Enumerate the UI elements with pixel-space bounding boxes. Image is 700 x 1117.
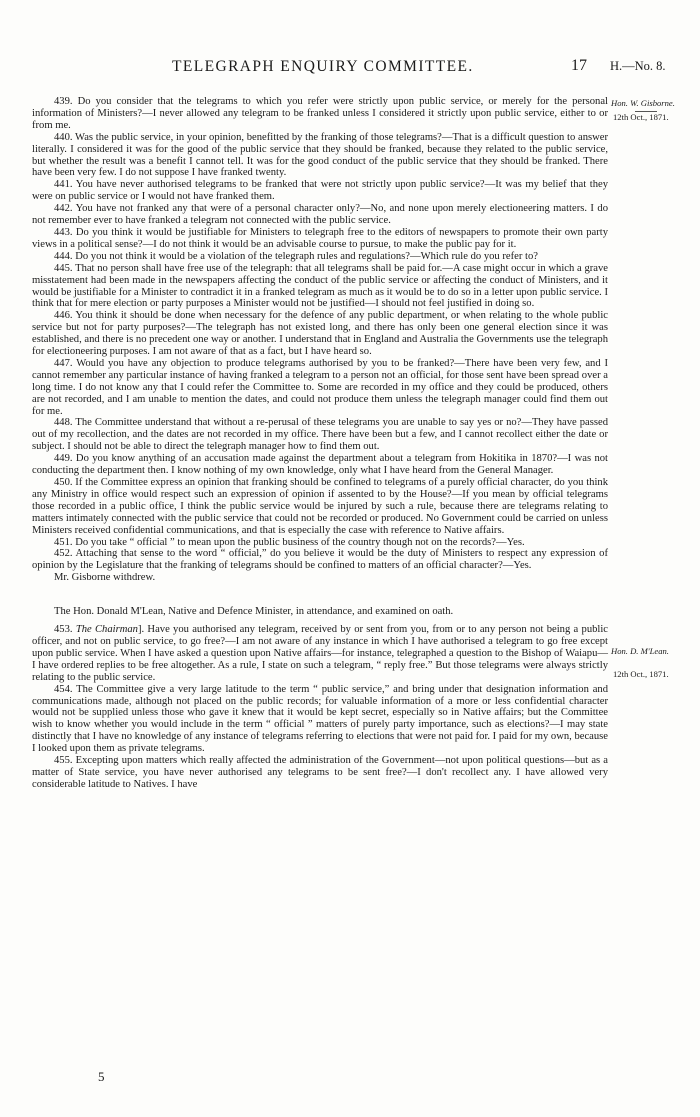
question-paragraph xyxy=(32,624,608,684)
question-paragraph: 454. The Committee give a very large latitude to the term “ public service,” and bring under that designation information and communications made, although not placed on the public records; for valuable information of a more or less confidential character would not be supplied unless those who gave it knew that it would be kept secret, especially so in Native affairs; but the Committee wish to know whether you would include in the term “ official ” matters of purely party importance, such as elections?—I may state distinctly that I have no knowledge of any instance of telegrams referring to elections that were not paid for. I paid for my own, because I looked upon them as private telegrams. xyxy=(32,683,608,755)
evidence-body xyxy=(32,96,608,791)
question-paragraph: 455. Excepting upon matters which really affected the administration of the Government—not upon political questions—but as a matter of State service, you have never authorised any telegrams to be sent free?—I don't recollect any. I have allowed very considerable latitude to Natives. I have xyxy=(32,755,608,790)
question-number: 453. xyxy=(54,624,76,636)
margin-note-witness: Hon. D. M'Lean. xyxy=(611,646,669,656)
question-paragraph: 451. Do you take “ official ” to mean upon the public business of the country though not on the records?—Yes. xyxy=(54,536,525,548)
margin-note-gisborne xyxy=(611,98,699,123)
question-paragraph: 439. Do you consider that the telegrams to which you refer were strictly upon public service, or merely for the personal information of Ministers?—I never allowed any telegram to be franked unless I considered it strictly upon public service, either to or from me. xyxy=(32,96,608,131)
witness-introduction: The Hon. Donald M'Lean, Native and Defence Minister, in attendance, and examined on oath. xyxy=(54,606,454,618)
question-paragraph: 448. The Committee understand that without a re-perusal of these telegrams you are unable to say yes or no?—They have passed out of my recollection, and the dates are not recorded in my office. There have been but a few, and I cannot recollect either the date or subject. I should not be able to direct the telegraph manager how to find them out. xyxy=(32,417,608,453)
question-text: ]. Have you authorised any telegram, received by or sent from you, from or to any person not being a public officer, and not on public service, to go free?—I am not aware of any instance in which I have authorised a telegram to go free except upon public service. When I have asked a question upon Native affairs—for instance, telegraphed a question to the Bishop of Waiapu—I have ordered replies to be free altogether. As a rule, I state on such a telegram, “ reply free.” But those telegrams were always strictly relating to the public service. xyxy=(32,624,608,683)
margin-note-date: 12th Oct., 1871. xyxy=(613,669,669,679)
question-paragraph: 444. Do you not think it would be a violation of the telegraph rules and regulations?—Which rule do you refer to? xyxy=(54,250,538,262)
margin-note-witness: Hon. W. Gisborne. xyxy=(611,98,675,108)
speaker-name: The Chairman xyxy=(75,624,138,636)
question-paragraph: 441. You have never authorised telegrams to be franked that were not strictly upon public service?—It was my belief that they were on public service or I would not have franked them. xyxy=(32,179,608,203)
question-paragraph: 447. Would you have any objection to produce telegrams authorised by you to be franked?—There have been very few, and I cannot remember any particular instance of having franked a telegram to a person not an official, for those sent have been spread over a long time. I do not know any that I could refer the Committee to. Some are recorded in my office and they could be produced, others are not recorded, and I am unable to mention the dates, and could not produce them unless the telegraph manager could find them out for me. xyxy=(32,357,608,417)
page-number: 17 xyxy=(571,57,587,74)
page-header xyxy=(0,58,700,80)
question-paragraph: 443. Do you think it would be justifiable for Ministers to telegraph free to the editors of newspapers to promote their own party views in a political sense?—I do not think it would be an advisable course to pursue, to make the public pay for it. xyxy=(32,226,608,250)
margin-note-mclean xyxy=(611,646,699,680)
running-title: TELEGRAPH ENQUIRY COMMITTEE. xyxy=(172,58,474,75)
signature-mark: 5 xyxy=(98,1069,105,1084)
question-paragraph: 449. Do you know anything of an accusation made against the department about a telegram from Hokitika in 1870?—I was not conducting the department then. I know nothing of my own knowledge, only what I have heard from the General Manager. xyxy=(32,453,608,477)
question-paragraph: 442. You have not franked any that were of a personal character only?—No, and none upon merely electioneering matters. I do not remember ever to have franked a telegram not connected with the public service. xyxy=(32,203,608,227)
margin-note-date: 12th Oct., 1871. xyxy=(613,112,669,122)
paper-reference: H.—No. 8. xyxy=(610,59,666,73)
question-paragraph: 445. That no person shall have free use of the telegraph: that all telegrams shall be paid for.—A case might occur in which a grave misstatement had been made in the newspapers affecting the conduct of the public service or affecting the conduct of Ministers, and it would be justifiable for a Minister to contradict it in a franked telegram as much as it would be to do so in a letter upon public service. I think that for mere election or party purposes a Minister would not be justified—I should not feel justified in doing so. xyxy=(32,262,608,310)
question-paragraph: 446. You think it should be done when necessary for the defence of any public department, or when relating to the whole public service but not for party purposes?—The telegraph has not existed long, and there has only been one general election since it was established, and there is no precedent one way or another. I understand that in England and Australia the Governments use the telegraph for electioneering purposes. I am not aware of that as a fact, but I have heard so. xyxy=(32,310,608,358)
question-paragraph: 452. Attaching that sense to the word “ official,” do you believe it would be the duty of Ministers to respect any expression of opinion by the Legislature that the franking of telegrams should be confined to matters of an official character?—Yes. xyxy=(32,548,608,572)
question-paragraph: 440. Was the public service, in your opinion, benefitted by the franking of those telegrams?—That is a difficult question to answer literally. I considered it was for the good of the public service that they should be franked, because they related to the public service, but whether the result was a benefit I cannot tell. It was for the good conduct of the public service that they should be franked. There have been very few. I do not suppose I have franked twenty. xyxy=(32,131,608,179)
question-paragraph: 450. If the Committee express an opinion that franking should be confined to telegrams of a purely official character, do you think any Ministry in office would respect such an expression of opinion if assented to by the House?—If you mean by official telegrams those recorded in a public office, I think the public service would be injured by such a rule, because there are telegrams relating to matters intimately connected with the public service that could not be recorded or produced. No Government could be carried on unless Ministers received confidential communications, and that is especially the case with reference to Native affairs. xyxy=(32,477,608,536)
witness-withdrew-note: Mr. Gisborne withdrew. xyxy=(54,572,156,584)
